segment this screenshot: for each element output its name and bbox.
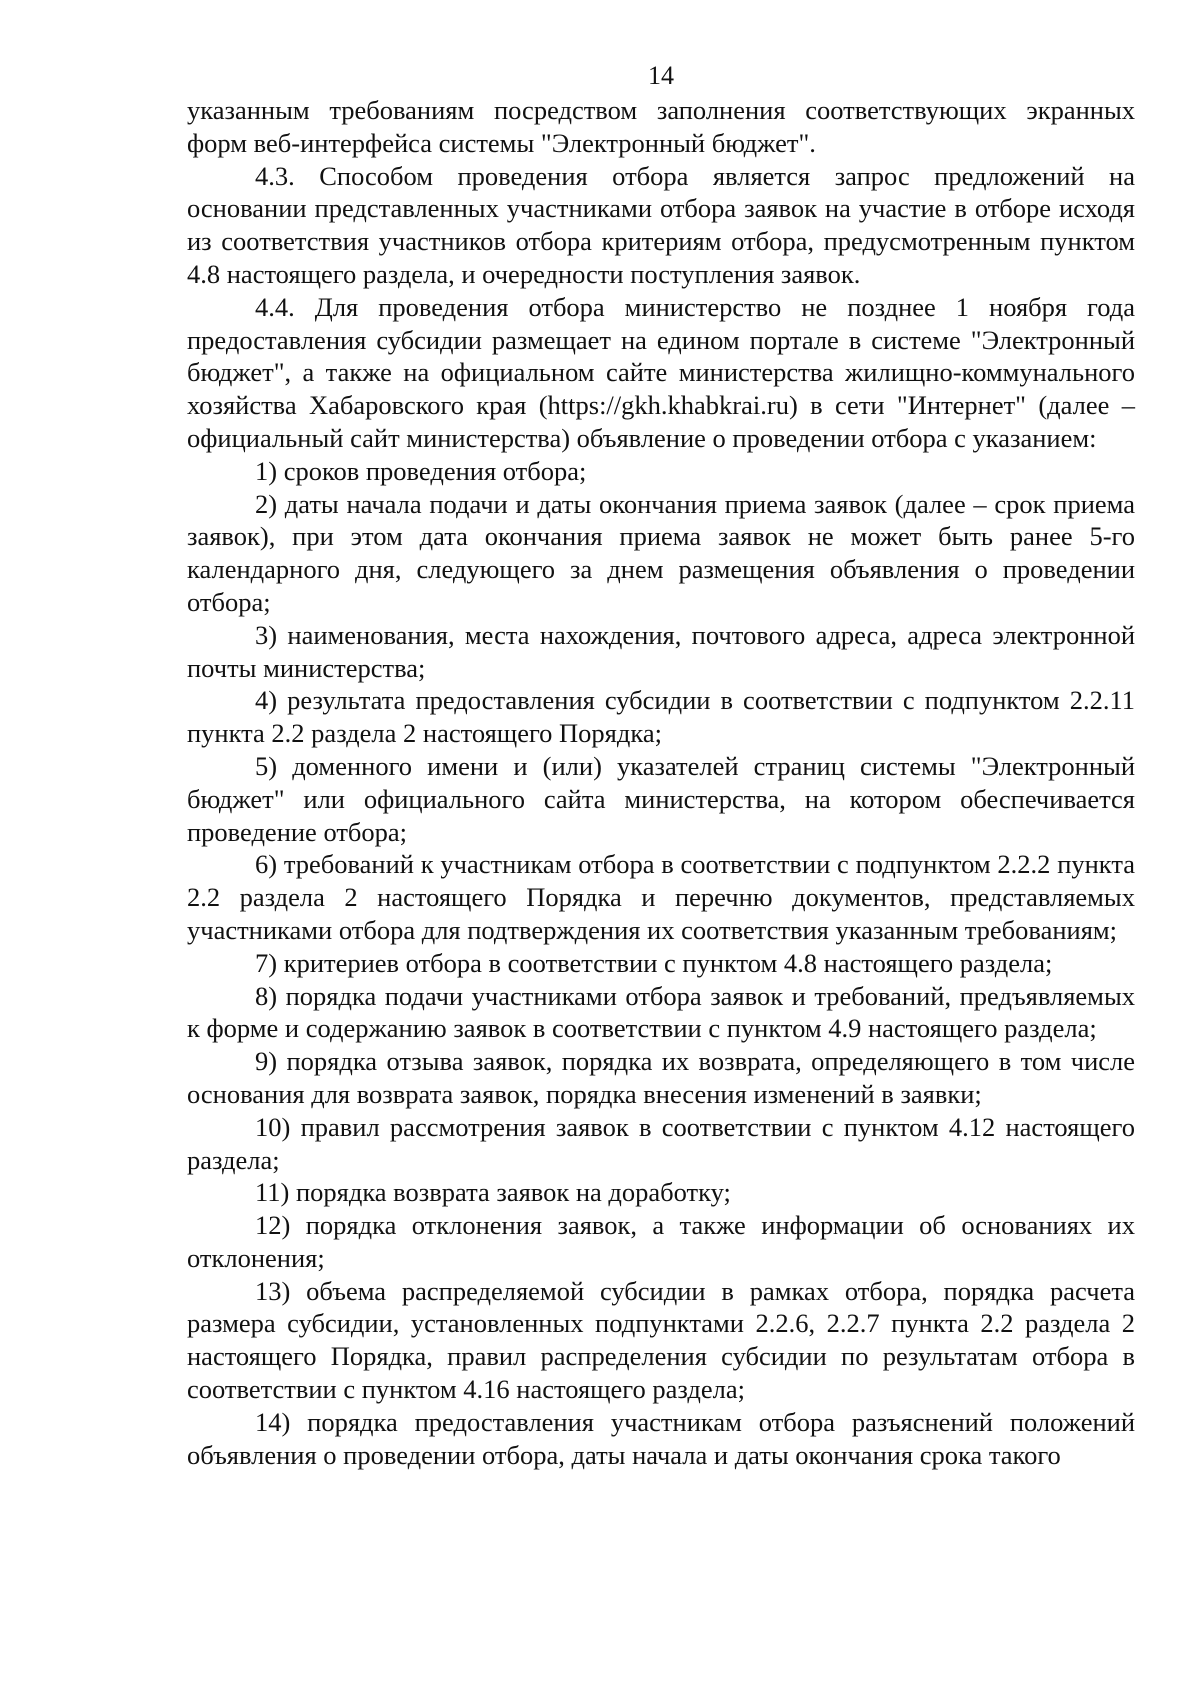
- paragraph: 2) даты начала подачи и даты окончания приема заявок (далее – срок приема заявок), при этом дата окончания приема заявок не может быть ранее 5-го календарного дня, следующего за днем размещения объявления о проведении отбора;: [187, 488, 1135, 617]
- paragraph: указанным требованиям посредством заполнения соответствующих экранных форм веб-интерфейса системы "Электронный бюджет".: [187, 95, 1135, 158]
- page-number: 14: [648, 61, 674, 90]
- document-body: [187, 94, 1135, 1471]
- paragraph: 3) наименования, места нахождения, почтового адреса, адреса электронной почты министерства;: [187, 619, 1135, 683]
- paragraph: 12) порядка отклонения заявок, а также информации об основаниях их отклонения;: [187, 1210, 1135, 1273]
- paragraph: 8) порядка подачи участниками отбора заявок и требований, предъявляемых к форме и содержанию заявок в соответствии с пунктом 4.9 настоящего раздела;: [187, 980, 1135, 1044]
- paragraph: 4) результата предоставления субсидии в соответствии с подпунктом 2.2.11 пункта 2.2 раздела 2 настоящего Порядка;: [187, 685, 1135, 749]
- paragraph: 6) требований к участникам отбора в соответствии с подпунктом 2.2.2 пункта 2.2 раздела 2 настоящего Порядка и перечню документов, представляемых участниками отбора для подтверждения их соответствия указанным требованиям;: [187, 849, 1135, 945]
- paragraph: 9) порядка отзыва заявок, порядка их возврата, определяющего в том числе основания для возврата заявок, порядка внесения изменений в заявки;: [187, 1046, 1135, 1109]
- paragraph: 13) объема распределяемой субсидии в рамках отбора, порядка расчета размера субсидии, установленных подпунктами 2.2.6, 2.2.7 пункта 2.2 раздела 2 настоящего Порядка, правил распределения субсидии по результатам отбора в соответствии с пунктом 4.16 настоящего раздела;: [187, 1275, 1135, 1405]
- paragraph: 14) порядка предоставления участникам отбора разъяснений положений объявления о проведении отбора, даты начала и даты окончания срока такого: [187, 1406, 1135, 1470]
- paragraph: 4.4. Для проведения отбора министерство не позднее 1 ноября года предоставления субсидии размещает на едином портале в системе "Электронный бюджет", а также на официальном сайте министерства жилищно-коммунального хозяйства Хабаровского края (https://gkh.khabkrai.ru) в сети "Интернет" (далее – официальный сайт министерства) объявление о проведении отбора с указанием:: [187, 291, 1135, 453]
- paragraph: 1) сроков проведения отбора;: [255, 455, 587, 486]
- paragraph: 11) порядка возврата заявок на доработку;: [255, 1177, 731, 1208]
- paragraph: 7) критериев отбора в соответствии с пунктом 4.8 настоящего раздела;: [255, 947, 1053, 978]
- document-page: [187, 60, 1135, 1471]
- paragraph: 4.3. Способом проведения отбора является запрос предложений на основании представленных участниками отбора заявок на участие в отборе исходя из соответствия участников отбора критериям отбора, предусмотренным пунктом 4.8 настоящего раздела, и очередности поступления заявок.: [187, 160, 1135, 289]
- paragraph: 10) правил рассмотрения заявок в соответствии с пунктом 4.12 настоящего раздела;: [187, 1111, 1135, 1175]
- paragraph: 5) доменного имени и (или) указателей страниц системы "Электронный бюджет" или официального сайта министерства, на котором обеспечивается проведение отбора;: [187, 750, 1135, 847]
